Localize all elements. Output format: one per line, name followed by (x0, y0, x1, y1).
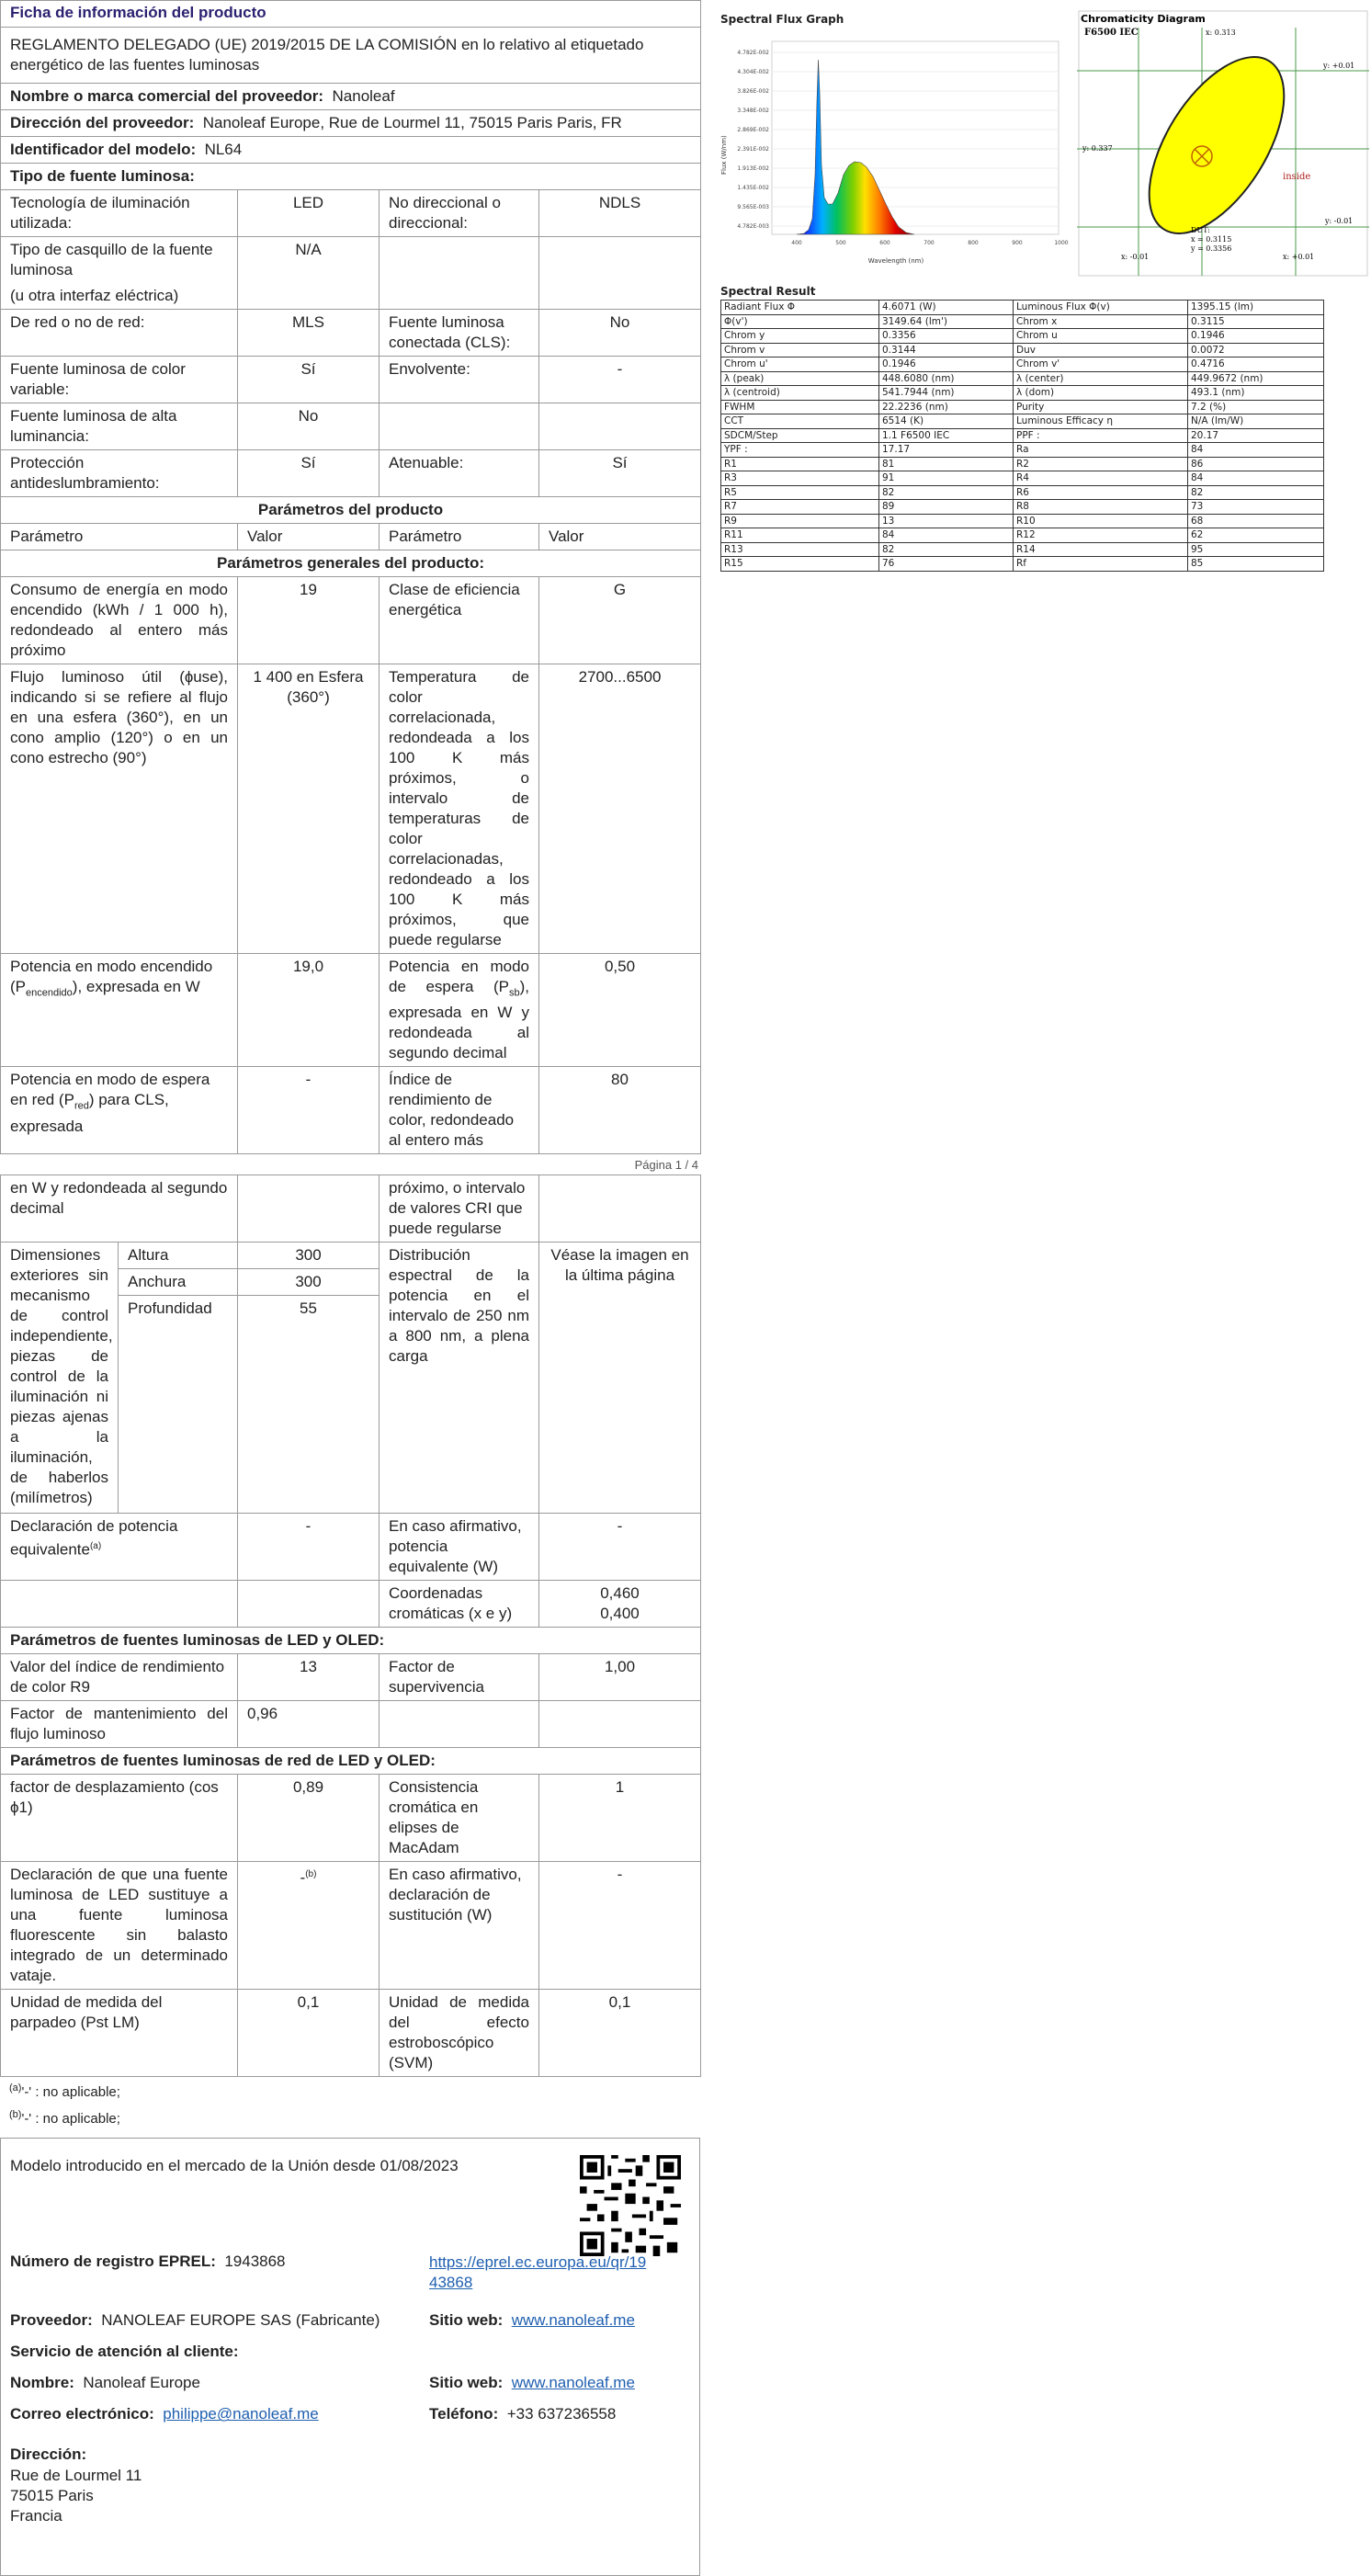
info-table-continued: en W y redondeada al segundo decimal próximo, o intervalo de valores CRI que puede regularse Dimensiones exteriores sin mecanismo de control independiente, piezas de control de la iluminación ni piezas ajenas a la iluminación, de haberlos (milímetros) Altura 300 Distribución espectral de la potencia en el intervalo de 250 nm a 800 nm, a plena carga Véase la imagen en la última página Anchura 300 Profundidad 55 Declaración de potencia equivalente$^{(a)}$ - En caso afirmativo, potencia equivalente (W) - Coordenadas cromáticas (x e y) 0,460 0,400 Parámetros de fuentes luminosas de LED y OLED: Valor del índice de rendimiento de color R9 13 Factor de supervivencia 1,00 Factor de mantenimiento del flujo luminoso 0,96 Parámetros de fuentes luminosas de red de LED y OLED: factor de desplazamiento (cos ϕ1) 0,89 Consistencia cromática en elipses de MacAdam 1 Declaración de que una fuente luminosa de LED sustituye a una fuente luminosa fluorescente sin balasto integrado de un determinado vataje. -$^{(b)}$ En caso afirmativo, declaración de sustitución (W) - Unidad de medida del parpadeo (Pst LM) 0,1 Unidad de medida del efecto estroboscópico (SVM) 0,1 (0, 1175, 701, 2077)
spectral-cell: Duv (1014, 343, 1188, 357)
spectral-cell: 1.1 F6500 IEC (879, 428, 1014, 443)
model-id: NL64 (204, 141, 243, 158)
spectral-cell: 82 (879, 485, 1014, 500)
spectral-flux-graph (717, 9, 1073, 278)
spectral-cell: FWHM (721, 400, 879, 414)
param-row: Potencia en modo encendido $(P_{encendido})$, expresada en W 19,0 Potencia en modo de espera $(P_{sb})$, expresada en W y redondeada al segundo decimal 0,50 (1, 954, 701, 1067)
spectral-cell: λ (centroid) (721, 386, 879, 401)
param-row: en W y redondeada al segundo decimal próximo, o intervalo de valores CRI que puede regularse (1, 1175, 701, 1243)
chromaticity-svg (1077, 9, 1369, 278)
spectral-cell: 84 (879, 528, 1014, 543)
spectral-cell: 81 (879, 457, 1014, 471)
contact-name-row: Nombre: Nanoleaf Europe (10, 2374, 200, 2392)
spectral-row (721, 514, 1324, 528)
spectral-row (721, 485, 1324, 500)
param-row: Potencia en modo de espera en red $(P_{red})$ para CLS, expresada - Índice de rendimiento de color, redondeado al entero más 80 (1, 1067, 701, 1154)
registration-box (0, 2138, 700, 2576)
spectral-cell: 20.17 (1188, 428, 1324, 443)
flux-ytick: 3.826E-002 (737, 88, 769, 95)
param-row: Factor de mantenimiento del flujo luminoso 0,96 (1, 1701, 701, 1748)
spectral-cell: 493.1 (nm) (1188, 386, 1324, 401)
spectral-cell: 86 (1188, 457, 1324, 471)
spectral-cell: Ra (1014, 443, 1188, 458)
spectral-row (721, 443, 1324, 458)
address-lines: Rue de Lourmel 11 75015 Paris Francia (10, 2467, 142, 2525)
param-row: Valor del índice de rendimiento de color R9 13 Factor de supervivencia 1,00 (1, 1654, 701, 1701)
spectral-result (720, 285, 1323, 572)
eprel-number: 1943868 (224, 2253, 286, 2271)
spectral-cell: 73 (1188, 500, 1324, 515)
eprel-row: Número de registro EPREL: 1943868 (10, 2253, 286, 2271)
website-link[interactable]: www.nanoleaf.me (511, 2311, 635, 2330)
spectral-cell: 85 (1188, 557, 1324, 572)
email-row: Correo electrónico: philippe@nanoleaf.me (10, 2405, 319, 2423)
qr-code-icon (580, 2155, 681, 2256)
spectral-row (721, 428, 1324, 443)
type-row: De red o no de red: MLS Fuente luminosa conectada (CLS): No (1, 310, 701, 357)
model-row: Identificador del modelo: NL64 (1, 137, 701, 164)
flux-ytick: 4.782E-003 (737, 223, 769, 230)
spectral-row (721, 414, 1324, 429)
spectral-cell: 6514 (K) (879, 414, 1014, 429)
spectral-row (721, 329, 1324, 344)
spectral-cell: R5 (721, 485, 879, 500)
flux-xtick: 400 (791, 240, 802, 246)
spectral-row (721, 301, 1324, 315)
page-number: Página 1 / 4 (634, 1158, 698, 1173)
website-link-2[interactable]: www.nanoleaf.me (511, 2374, 635, 2392)
param-row: Consumo de energía en modo encendido (kWh / 1 000 h), redondeado al entero más próximo 19 Clase de eficiencia energética G (1, 577, 701, 664)
website-row: Sitio web: www.nanoleaf.me (429, 2311, 635, 2330)
email-link[interactable]: philippe@nanoleaf.me (163, 2405, 319, 2423)
regulation-text: REGLAMENTO DELEGADO (UE) 2019/2015 DE LA COMISIÓN en lo relativo al etiquetado energético de las fuentes luminosas (1, 28, 701, 84)
svg-text:DUT:: DUT: (1191, 226, 1210, 234)
flux-xlabel: Wavelength (nm) (867, 257, 924, 265)
flux-ytick: 4.782E-002 (737, 50, 769, 56)
spectral-cell: N/A (lm/W) (1188, 414, 1324, 429)
spectral-cell: 449.9672 (nm) (1188, 371, 1324, 386)
param-row: Declaración de que una fuente luminosa de LED sustituye a una fuente luminosa fluorescente sin balasto integrado de un determinado vataje. -$^{(b)}$ En caso afirmativo, declaración de sustitución (W) - (1, 1862, 701, 1990)
spectral-cell: R3 (721, 471, 879, 486)
spectral-cell: R13 (721, 542, 879, 557)
spectral-cell: CCT (721, 414, 879, 429)
spectral-cell: 0.0072 (1188, 343, 1324, 357)
spectral-cell: 0.3144 (879, 343, 1014, 357)
footnote: $^{(b)}$'-' : no aplicable; (9, 2109, 120, 2128)
spectral-cell: R7 (721, 500, 879, 515)
spectral-cell: Chrom y (721, 329, 879, 344)
spectral-cell: Chrom v (721, 343, 879, 357)
info-table (0, 0, 701, 1154)
flux-ytick: 2.391E-002 (737, 146, 769, 153)
spectral-cell: 17.17 (879, 443, 1014, 458)
flux-ytick: 3.348E-002 (737, 108, 769, 114)
param-row: Declaración de potencia equivalente$^{(a)}$ - En caso afirmativo, potencia equivalente (W) - (1, 1514, 701, 1581)
spectral-row (721, 357, 1324, 372)
spectral-cell: 1395.15 (lm) (1188, 301, 1324, 315)
spectral-row (721, 457, 1324, 471)
footnote: $^{(a)}$'-' : no aplicable; (9, 2082, 120, 2101)
chromaticity-subtitle: F6500 IEC (1084, 28, 1139, 38)
spectral-cell: Φ(v') (721, 314, 879, 329)
spectral-cell: R15 (721, 557, 879, 572)
param-row: Unidad de medida del parpadeo (Pst LM) 0,1 Unidad de medida del efecto estroboscópico (SVM) 0,1 (1, 1990, 701, 2077)
spectral-cell: PPF : (1014, 428, 1188, 443)
spectral-cell: 3149.64 (lm') (879, 314, 1014, 329)
spectral-cell: R4 (1014, 471, 1188, 486)
spectral-cell: 84 (1188, 443, 1324, 458)
flux-xtick: 700 (923, 240, 935, 246)
spectral-cell: R2 (1014, 457, 1188, 471)
spectral-cell: 0.3115 (1188, 314, 1324, 329)
spectral-cell: 0.3356 (879, 329, 1014, 344)
spectral-cell: R10 (1014, 514, 1188, 528)
spectral-cell: 68 (1188, 514, 1324, 528)
flux-xtick: 600 (879, 240, 890, 246)
svg-text:x: -0.01: x: -0.01 (1121, 253, 1150, 261)
spectral-cell: R1 (721, 457, 879, 471)
phone-row: Teléfono: +33 637236558 (429, 2405, 617, 2423)
spectral-row (721, 400, 1324, 414)
column-headers: Parámetro Valor Parámetro Valor (1, 524, 701, 550)
spectral-cell: Purity (1014, 400, 1188, 414)
flux-graph-svg (717, 9, 1073, 278)
page-title: Ficha de información del producto (1, 1, 701, 28)
spectral-cell: 82 (879, 542, 1014, 557)
website-row-2: Sitio web: www.nanoleaf.me (429, 2374, 635, 2392)
spectral-cell: 84 (1188, 471, 1324, 486)
flux-ytick: 1.435E-002 (737, 185, 769, 191)
svg-text:y: 0.337: y: 0.337 (1082, 144, 1113, 153)
address-heading: Dirección: (10, 2445, 87, 2464)
flux-xtick: 500 (835, 240, 846, 246)
spectral-cell: λ (peak) (721, 371, 879, 386)
svg-text:x: 0.313: x: 0.313 (1206, 28, 1236, 37)
chromaticity-diagram (1077, 9, 1369, 278)
type-row: Fuente luminosa de color variable: Sí Envolvente: - (1, 357, 701, 403)
customer-service-heading: Servicio de atención al cliente: (10, 2343, 239, 2361)
spectral-row (721, 343, 1324, 357)
spectral-cell: Chrom x (1014, 314, 1188, 329)
spectral-cell: 82 (1188, 485, 1324, 500)
spectral-row (721, 500, 1324, 515)
flux-ytick: 4.304E-002 (737, 69, 769, 75)
spectral-cell: 76 (879, 557, 1014, 572)
spectral-row (721, 371, 1324, 386)
mains-params-heading: Parámetros de fuentes luminosas de red de LED y OLED: (1, 1748, 701, 1775)
type-row: Fuente luminosa de alta luminancia: No (1, 403, 701, 450)
spectral-cell: 91 (879, 471, 1014, 486)
address-row: Dirección del proveedor: Nanoleaf Europe, Rue de Lourmel 11, 75015 Paris Paris, FR (1, 110, 701, 137)
led-params-heading: Parámetros de fuentes luminosas de LED y OLED: (1, 1628, 701, 1654)
general-params-heading: Parámetros generales del producto: (1, 550, 701, 577)
spectral-cell: 89 (879, 500, 1014, 515)
product-params-heading: Parámetros del producto (1, 497, 701, 524)
spectral-cell: Luminous Flux Φ(v) (1014, 301, 1188, 315)
flux-ylabel: Flux (W/nm) (720, 135, 728, 175)
spectral-cell: 0.4716 (1188, 357, 1324, 372)
type-row: Tipo de casquillo de la fuente luminosa (u otra interfaz eléctrica) N/A (1, 237, 701, 310)
chromaticity-title: Chromaticity Diagram (1081, 13, 1206, 25)
spectral-cell: 62 (1188, 528, 1324, 543)
flux-graph-title: Spectral Flux Graph (720, 13, 844, 26)
supplier-row: Nombre o marca comercial del proveedor: Nanoleaf (1, 84, 701, 110)
source-type-heading: Tipo de fuente luminosa: (1, 164, 701, 190)
supplier-name: Nanoleaf (332, 87, 395, 105)
flux-ytick: 1.913E-002 (737, 165, 769, 172)
spectral-cell: 541.7944 (nm) (879, 386, 1014, 401)
spectral-result-table (720, 300, 1324, 572)
spectral-cell: 22.2236 (nm) (879, 400, 1014, 414)
spectral-row (721, 528, 1324, 543)
flux-xtick: 800 (968, 240, 979, 246)
svg-text:y: -0.01: y: -0.01 (1325, 217, 1354, 225)
footnotes (0, 2077, 700, 2130)
eprel-link[interactable]: https://eprel.ec.europa.eu/qr/19 43868 (429, 2253, 647, 2292)
spectral-cell: 7.2 (%) (1188, 400, 1324, 414)
market-date: Modelo introducido en el mercado de la Unión desde 01/08/2023 (10, 2157, 459, 2175)
svg-text:x: +0.01: x: +0.01 (1283, 253, 1315, 261)
provider-row: Proveedor: NANOLEAF EUROPE SAS (Fabricante) (10, 2311, 380, 2330)
spectral-cell: R9 (721, 514, 879, 528)
spectral-cell: R11 (721, 528, 879, 543)
spectral-cell: Rf (1014, 557, 1188, 572)
spectral-row (721, 557, 1324, 572)
flux-xtick: 1000 (1054, 240, 1069, 246)
spectral-cell: R14 (1014, 542, 1188, 557)
spectral-cell: Chrom u' (721, 357, 879, 372)
supplier-address: Nanoleaf Europe, Rue de Lourmel 11, 75015 Paris Paris, FR (202, 114, 622, 131)
spectral-row (721, 542, 1324, 557)
spectral-row (721, 386, 1324, 401)
svg-text:y = 0.3356: y = 0.3356 (1191, 244, 1232, 253)
param-row: Flujo luminoso útil (ɸuse), indicando si se refiere al flujo en una esfera (360°), en un cono amplio (120°) o en un cono estrecho (90°) 1 400 en Esfera (360°) Temperatura de color correlacionada, redondeada a los 100 K más próximos, o intervalo de temperaturas de color correlacionadas, redondeado a los 100 K más próximos, que puede regularse 2700...6500 (1, 664, 701, 954)
spectrum-curve (797, 60, 914, 234)
spectral-cell: λ (dom) (1014, 386, 1188, 401)
type-row: Tecnología de iluminación utilizada: LED No direccional o direccional: NDLS (1, 190, 701, 237)
spectral-row (721, 471, 1324, 486)
spectral-cell: R6 (1014, 485, 1188, 500)
flux-ytick: 9.565E-003 (737, 204, 769, 210)
spectral-cell: 95 (1188, 542, 1324, 557)
spectral-cell: 4.6071 (W) (879, 301, 1014, 315)
type-row: Protección antideslumbramiento: Sí Atenuable: Sí (1, 450, 701, 497)
spectral-cell: 0.1946 (879, 357, 1014, 372)
spectral-cell: YPF : (721, 443, 879, 458)
spectral-cell: R8 (1014, 500, 1188, 515)
spectral-cell: Chrom u (1014, 329, 1188, 344)
flux-ytick: 2.869E-002 (737, 127, 769, 133)
spectral-row (721, 314, 1324, 329)
flux-xtick: 900 (1012, 240, 1023, 246)
dimensions-row: Dimensiones exteriores sin mecanismo de control independiente, piezas de control de la iluminación ni piezas ajenas a la iluminación, de haberlos (milímetros) Altura 300 Distribución espectral de la potencia en el intervalo de 250 nm a 800 nm, a plena carga Véase la imagen en la última página (1, 1243, 701, 1269)
param-row: Coordenadas cromáticas (x e y) 0,460 0,400 (1, 1581, 701, 1628)
svg-text:x = 0.3115: x = 0.3115 (1191, 235, 1232, 244)
spectral-cell: Luminous Efficacy η (1014, 414, 1188, 429)
inside-label: inside (1283, 172, 1311, 182)
spectral-cell: Radiant Flux Φ (721, 301, 879, 315)
spectral-result-title: Spectral Result (720, 285, 816, 298)
spectral-cell: Chrom v' (1014, 357, 1188, 372)
spectral-cell: R12 (1014, 528, 1188, 543)
svg-text:y: +0.01: y: +0.01 (1323, 62, 1355, 70)
spectral-cell: 448.6080 (nm) (879, 371, 1014, 386)
spectral-cell: SDCM/Step (721, 428, 879, 443)
spectral-cell: 13 (879, 514, 1014, 528)
spectral-cell: 0.1946 (1188, 329, 1324, 344)
spectral-cell: λ (center) (1014, 371, 1188, 386)
param-row: factor de desplazamiento (cos ϕ1) 0,89 Consistencia cromática en elipses de MacAdam 1 (1, 1775, 701, 1862)
